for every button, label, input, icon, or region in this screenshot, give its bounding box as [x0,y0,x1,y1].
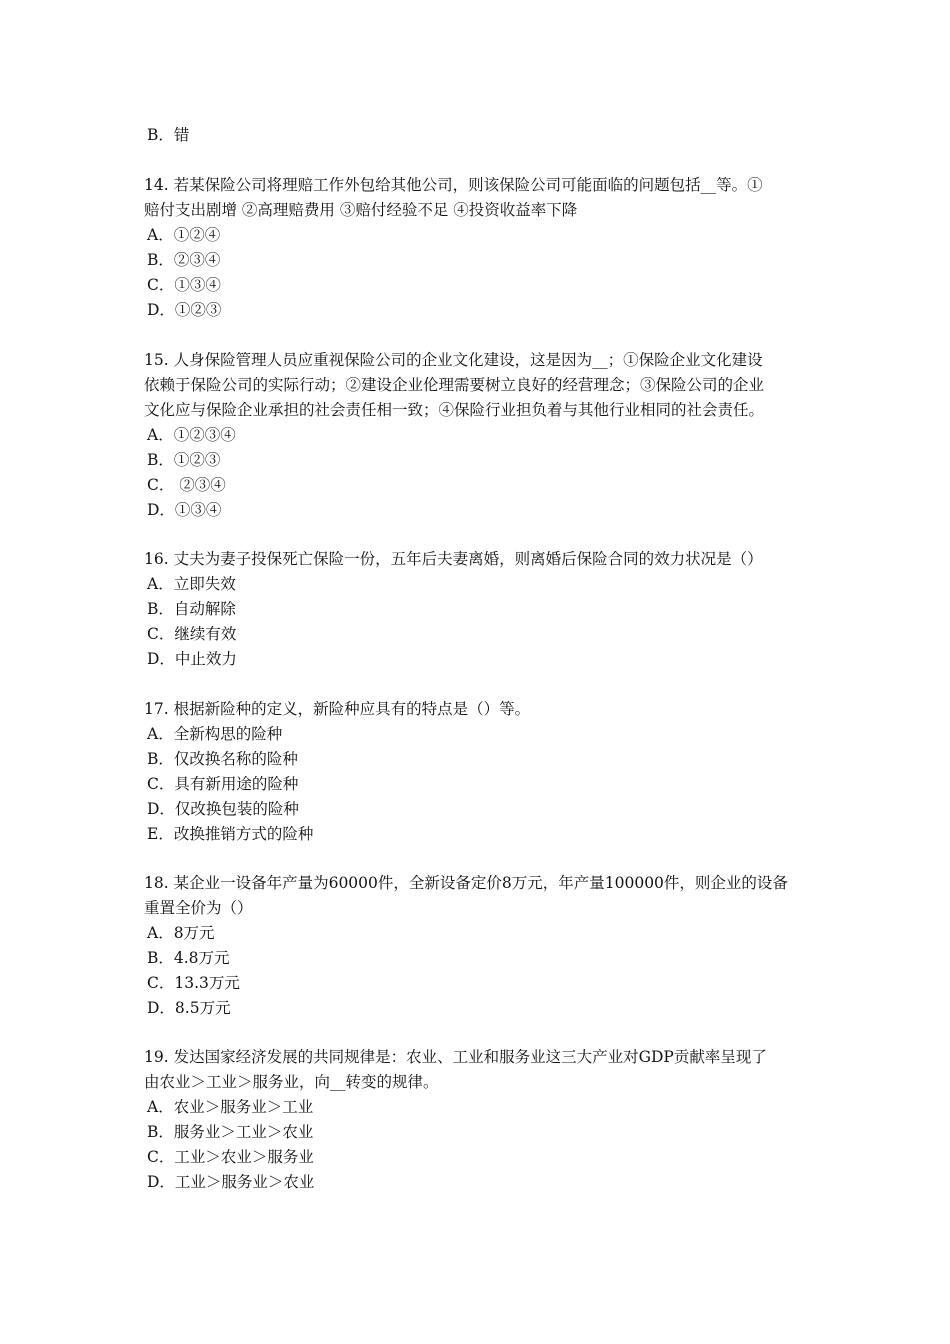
question-16-option-a: A．立即失效 [147,575,236,593]
question-16-option-b: B．自动解除 [147,600,236,618]
question-14-option-d: D．①②③ [147,301,222,319]
question-15-text-line-1: 15. 人身保险管理人员应重视保险公司的企业文化建设，这是因为__；①保险企业文化建设 [144,351,763,369]
question-18-option-a: A．8万元 [147,924,215,942]
question-17-option-e: E．改换推销方式的险种 [147,825,314,843]
question-17-option-c: C．具有新用途的险种 [147,775,299,793]
question-16-option-c: C．继续有效 [147,625,237,643]
question-17-text-line-1: 17. 根据新险种的定义，新险种应具有的特点是（）等。 [144,700,531,718]
question-14-option-c: C．①③④ [147,276,221,294]
question-14-option-a: A．①②④ [147,226,221,244]
question-19-option-a: A．农业＞服务业＞工业 [147,1098,314,1116]
question-19-option-d: D．工业＞服务业＞农业 [147,1173,315,1191]
question-15-option-d: D．①③④ [147,501,222,519]
question-18-option-d: D．8.5万元 [147,999,231,1017]
question-19-text-line-1: 19. 发达国家经济发展的共同规律是：农业、工业和服务业这三大产业对GDP贡献率呈现了 [144,1048,767,1066]
option-b-wrong: B．错 [147,126,190,144]
question-15-text-line-3: 文化应与保险企业承担的社会责任相一致；④保险行业担负着与其他行业相同的社会责任。 [144,401,765,419]
question-18-text-line-2: 重置全价为（） [144,899,253,917]
question-18-option-c: C．13.3万元 [147,974,240,992]
question-16-option-d: D．中止效力 [147,650,237,668]
question-15-option-b: B．①②③ [147,451,221,469]
question-19-option-c: C．工业＞农业＞服务业 [147,1148,314,1166]
question-14-text-line-1: 14. 若某保险公司将理赔工作外包给其他公司，则该保险公司可能面临的问题包括__等。① [144,176,763,194]
question-15-option-c: C． ②③④ [147,476,226,494]
question-14-option-b: B．②③④ [147,251,221,269]
question-14-text-line-2: 赔付支出剧增 ②高理赔费用 ③赔付经验不足 ④投资收益率下降 [144,201,578,219]
question-15-text-line-2: 依赖于保险公司的实际行动；②建设企业伦理需要树立良好的经营理念；③保险公司的企业 [144,376,765,394]
question-18-option-b: B．4.8万元 [147,949,230,967]
question-17-option-a: A．全新构思的险种 [147,725,283,743]
question-17-option-b: B．仅改换名称的险种 [147,750,298,768]
question-19-option-b: B．服务业＞工业＞农业 [147,1123,314,1141]
question-16-text-line-1: 16. 丈夫为妻子投保死亡保险一份，五年后夫妻离婚，则离婚后保险合同的效力状况是（） [144,550,763,568]
question-17-option-d: D．仅改换包装的险种 [147,800,299,818]
question-18-text-line-1: 18. 某企业一设备年产量为60000件，全新设备定价8万元，年产量100000件，则企业的设备 [144,874,788,892]
question-19-text-line-2: 由农业＞工业＞服务业，向__转变的规律。 [144,1073,439,1091]
question-15-option-a: A．①②③④ [147,426,236,444]
